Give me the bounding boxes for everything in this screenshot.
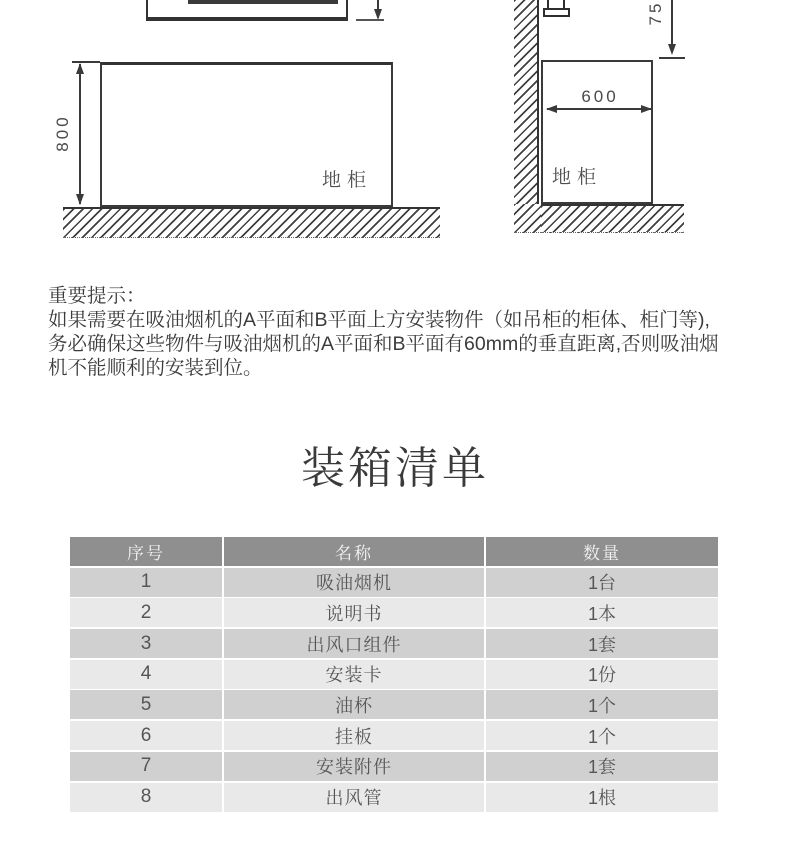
- notice-line: 务必确保这些物件与吸油烟机的A平面和B平面有60mm的垂直距离,否则吸油烟: [48, 333, 719, 355]
- hood-inner-line: [188, 0, 338, 4]
- packing-list-table: [70, 537, 718, 812]
- cell-index: 8: [70, 783, 222, 812]
- cell-index: 1: [70, 568, 222, 597]
- column-header-index: 序号: [70, 537, 222, 566]
- dim-600-arrow-left-icon: [546, 105, 557, 113]
- base-cabinet-front-label: 地柜: [322, 170, 373, 191]
- cell-index: 7: [70, 752, 222, 781]
- table-row: [70, 660, 718, 689]
- wall-hatch-lower: [514, 204, 541, 233]
- dim-600-shaft: [547, 108, 651, 110]
- cell-index: 6: [70, 721, 222, 750]
- base-cabinet-side-label: 地柜: [552, 167, 603, 188]
- cell-name: 挂板: [224, 721, 484, 750]
- wall-hatch: [514, 0, 539, 204]
- dim-800-label: 800: [53, 114, 72, 152]
- dim-600-arrow-right-icon: [641, 105, 652, 113]
- cell-qty: 1个: [486, 690, 718, 719]
- dim-600-label: 600: [581, 87, 619, 106]
- dim-75-tick: [659, 57, 685, 59]
- cell-name: 吸油烟机: [224, 568, 484, 597]
- table-row: [70, 568, 718, 597]
- ground-hatch: [63, 207, 440, 238]
- side-view-diagram: [450, 0, 790, 245]
- cell-name: 安装附件: [224, 752, 484, 781]
- cell-qty: 1个: [486, 721, 718, 750]
- dim-800-arrow-down-icon: [76, 194, 84, 205]
- cell-name: 油杯: [224, 690, 484, 719]
- table-row: [70, 690, 718, 719]
- cell-qty: 1份: [486, 660, 718, 689]
- cell-index: 3: [70, 629, 222, 658]
- cell-index: 2: [70, 598, 222, 627]
- cell-qty: 1套: [486, 629, 718, 658]
- table-header-row: [70, 537, 718, 566]
- table-row: [70, 629, 718, 658]
- cell-qty: 1套: [486, 752, 718, 781]
- column-header-qty: 数量: [486, 537, 718, 566]
- dim-800-shaft: [79, 64, 81, 204]
- floor-hatch: [541, 204, 684, 233]
- wall-bracket-flange-icon: [543, 8, 570, 17]
- dim-800-arrow-up-icon: [76, 63, 84, 74]
- column-header-name: 名称: [224, 537, 484, 566]
- cell-name: 安装卡: [224, 660, 484, 689]
- packing-list-title: 装箱清单: [301, 444, 489, 493]
- dim-75-shaft: [671, 0, 673, 45]
- cell-index: 5: [70, 690, 222, 719]
- notice-line: 如果需要在吸油烟机的A平面和B平面上方安装物件（如吊柜的柜体、柜门等),: [48, 309, 710, 331]
- table-row: [70, 598, 718, 627]
- cell-index: 4: [70, 660, 222, 689]
- cell-name: 出风口组件: [224, 629, 484, 658]
- cell-qty: 1根: [486, 783, 718, 812]
- dim-75-label: 75: [646, 0, 665, 26]
- cell-qty: 1台: [486, 568, 718, 597]
- front-view-diagram: [0, 0, 450, 245]
- dim-75-arrow-icon: [668, 44, 676, 55]
- cell-qty: 1本: [486, 598, 718, 627]
- table-row: [70, 721, 718, 750]
- cell-name: 说明书: [224, 598, 484, 627]
- table-row: [70, 783, 718, 812]
- gap-tick-line: [356, 19, 384, 21]
- cell-name: 出风管: [224, 783, 484, 812]
- notice-line: 机不能顺利的安装到位。: [48, 357, 263, 379]
- notice-title: 重要提示：: [48, 285, 146, 307]
- table-row: [70, 752, 718, 781]
- important-notice: [48, 284, 760, 380]
